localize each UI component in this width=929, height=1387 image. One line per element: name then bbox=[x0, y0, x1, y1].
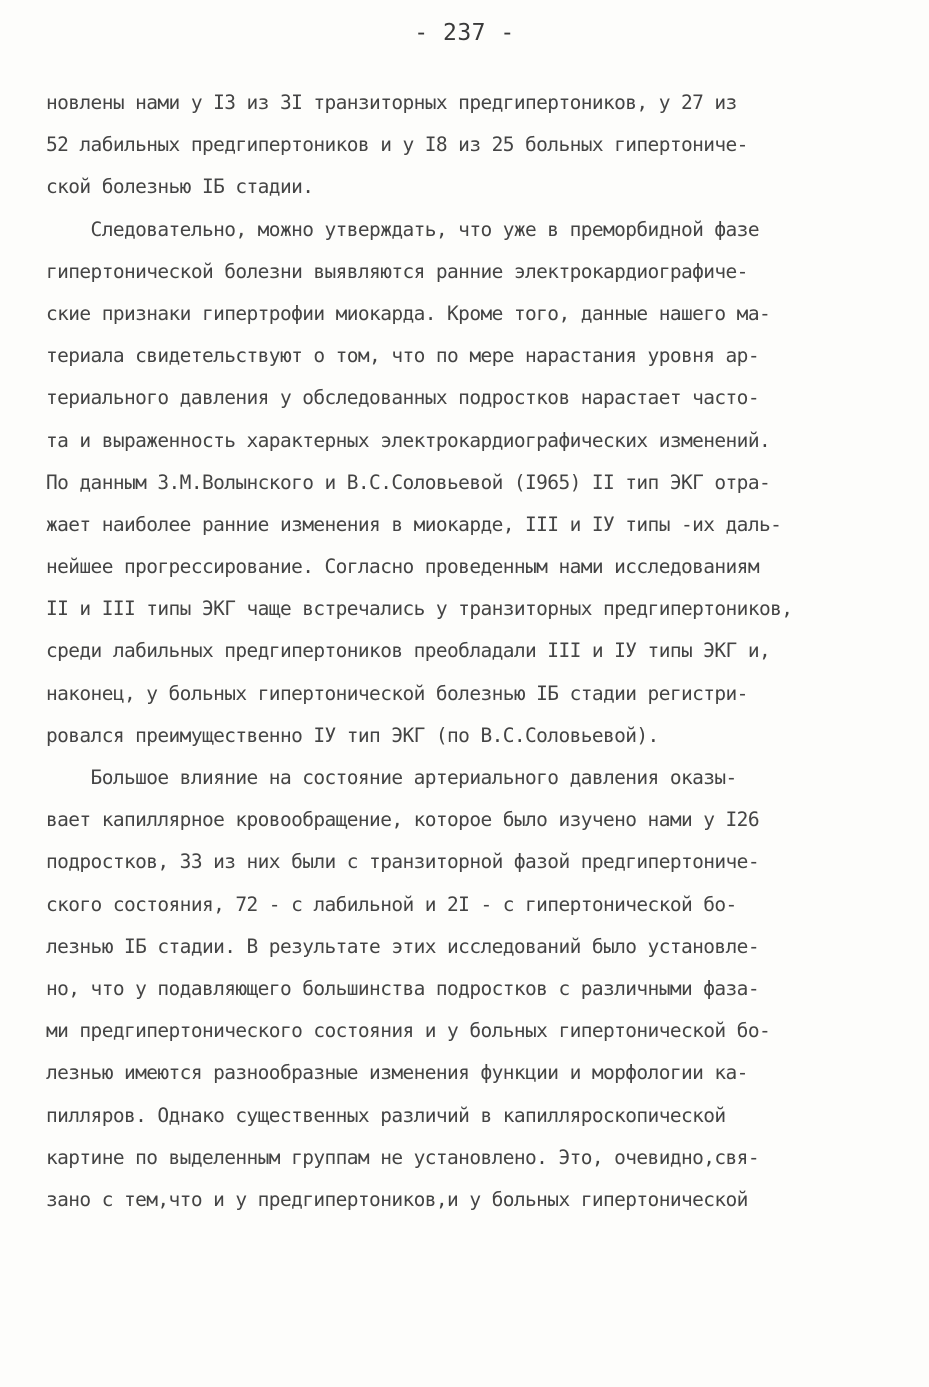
text-line: пилляров. Однако существенных различий в капилляроскопической bbox=[46, 1103, 726, 1127]
text-line: лезнью имеются разнообразные изменения функции и морфологии ка- bbox=[46, 1061, 748, 1085]
text-line: наконец, у больных гипертонической болезнью IБ стадии регистри- bbox=[46, 681, 748, 705]
text-line: лезнью IБ стадии. В результате этих исследований было установле- bbox=[46, 934, 759, 958]
text-line: ские признаки гипертрофии миокарда. Кроме того, данные нашего ма- bbox=[46, 301, 771, 325]
text-line: картине по выделенным группам не установлено. Это, очевидно,свя- bbox=[46, 1145, 759, 1169]
body-text bbox=[46, 82, 896, 1221]
text-line: вает капиллярное кровообращение, которое было изучено нами у I26 bbox=[46, 808, 759, 832]
text-line: 52 лабильных предгипертоников и у I8 из 25 больных гипертониче- bbox=[46, 133, 748, 157]
text-line: та и выраженность характерных электрокардиографических изменений. bbox=[46, 428, 771, 452]
text-line: Следовательно, можно утверждать, что уже в преморбидной фазе bbox=[46, 217, 759, 241]
text-line: териального давления у обследованных подростков нарастает часто- bbox=[46, 386, 759, 410]
text-line: териала свидетельствуют о том, что по мере нарастания уровня ар- bbox=[46, 344, 759, 368]
text-line: зано с тем,что и у предгипертоников,и у больных гипертонической bbox=[46, 1187, 748, 1211]
text-line: ровался преимущественно IУ тип ЭКГ (по В.С.Соловьевой). bbox=[46, 723, 659, 747]
text-line: среди лабильных предгипертоников преобладали III и IУ типы ЭКГ и, bbox=[46, 639, 771, 663]
text-line: подростков, 33 из них были с транзиторной фазой предгипертониче- bbox=[46, 850, 759, 874]
page-number: - 237 - bbox=[414, 20, 515, 46]
text-line: нейшее прогрессирование. Согласно проведенным нами исследованиям bbox=[46, 555, 759, 579]
text-line: ского состояния, 72 - с лабильной и 2I - с гипертонической бо- bbox=[46, 892, 737, 916]
text-line: По данным З.М.Волынского и В.С.Соловьевой (I965) II тип ЭКГ отра- bbox=[46, 470, 771, 494]
text-line: новлены нами у I3 из 3I транзиторных предгипертоников, у 27 из bbox=[46, 91, 737, 114]
text-line: II и III типы ЭКГ чаще встречались у транзиторных предгипертоников, bbox=[46, 597, 793, 621]
text-line: ми предгипертонического состояния и у больных гипертонической бо- bbox=[46, 1019, 771, 1043]
text-line: гипертонической болезни выявляются ранние электрокардиографиче- bbox=[46, 259, 748, 283]
text-line: но, что у подавляющего большинства подростков с различными фаза- bbox=[46, 976, 759, 1000]
text-line: ской болезнью IБ стадии. bbox=[46, 175, 314, 199]
text-line: жает наиболее ранние изменения в миокарде, III и IУ типы -их даль- bbox=[46, 512, 782, 536]
text-line: Большое влияние на состояние артериального давления оказы- bbox=[46, 766, 737, 789]
